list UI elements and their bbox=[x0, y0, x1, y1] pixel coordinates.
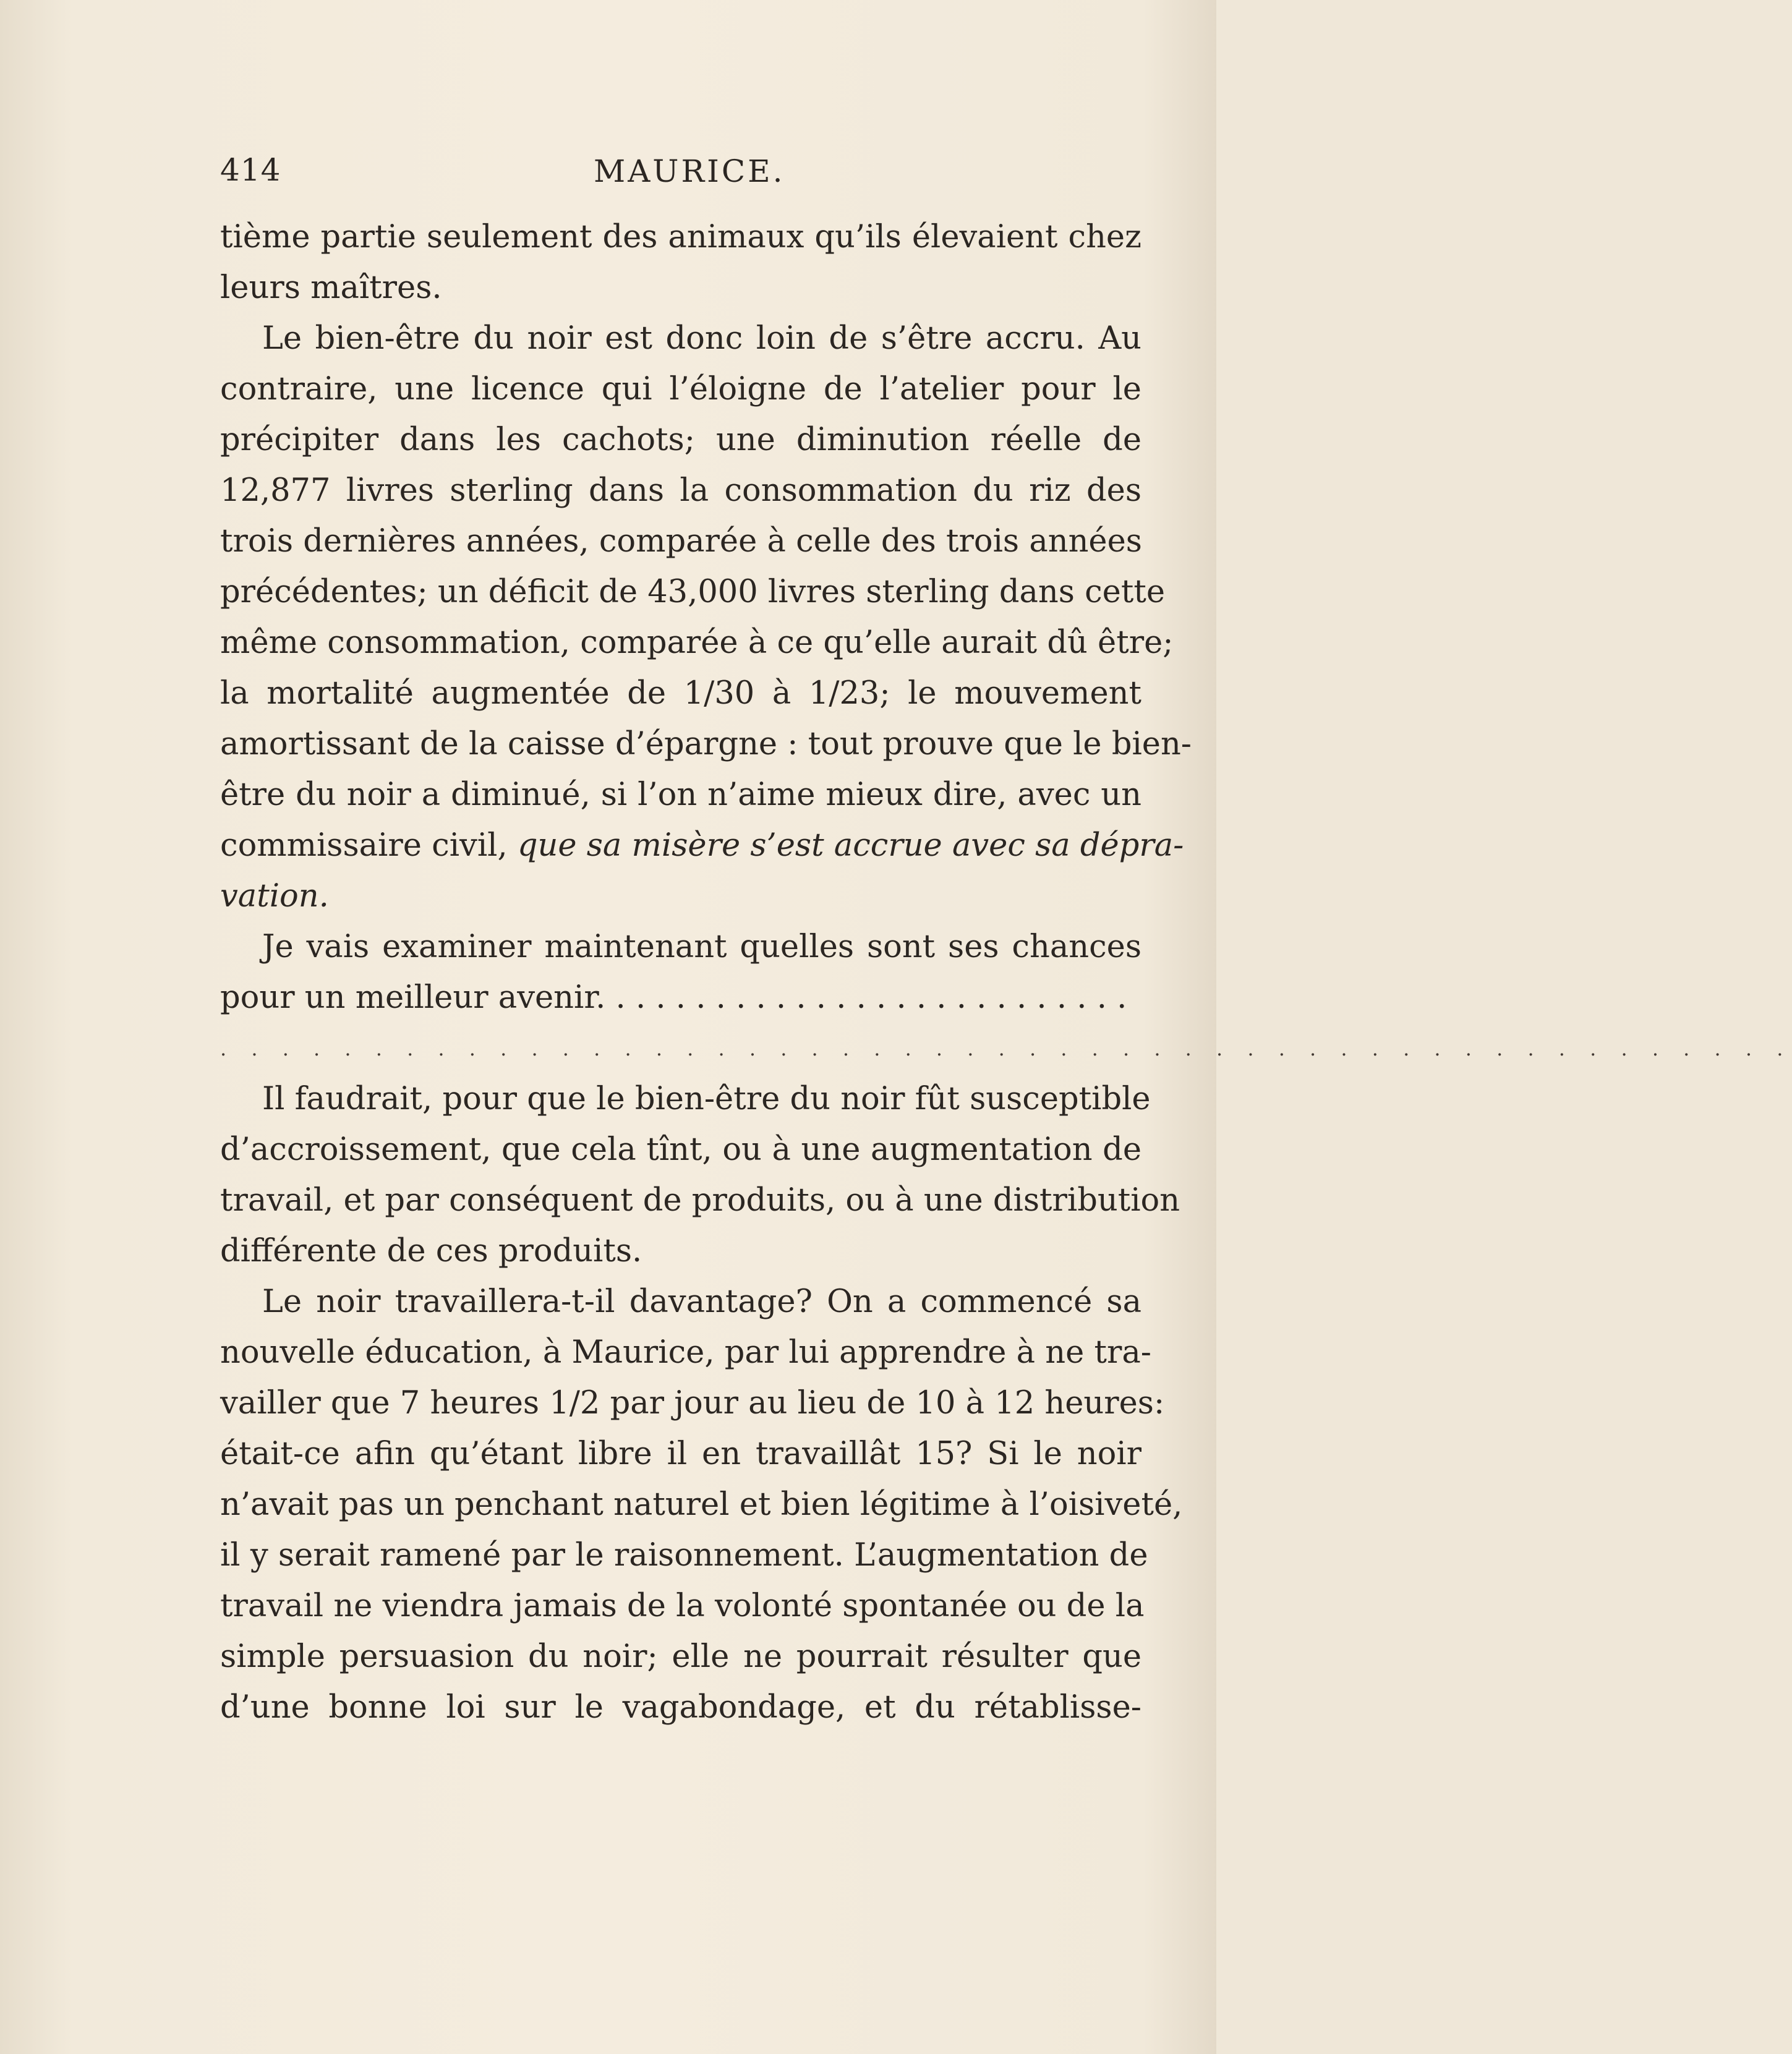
ellipsis-rule: . . . . . . . . . . . . . . . . . . . . . . . . . . . . . . . . . . . . . . . . . . . . . . . . . . . bbox=[220, 1037, 1792, 1060]
text-line: amortissant de la caisse d’épargne : tout prouve que le bien- bbox=[220, 726, 1192, 762]
italic-quote-end: vation. bbox=[220, 878, 329, 914]
text-line: d’accroissement, que cela tînt, ou à une augmentation de bbox=[220, 1131, 1141, 1168]
text-line: il y serait ramené par le raisonnement. L’augmentation de bbox=[220, 1537, 1148, 1574]
text-line: leurs maîtres. bbox=[220, 270, 442, 306]
paragraph-start-line: Je vais examiner maintenant quelles sont ses chances bbox=[262, 929, 1141, 965]
text-line: nouvelle éducation, à Maurice, par lui apprendre à ne tra- bbox=[220, 1334, 1151, 1371]
text-line: travail, et par conséquent de produits, ou à une distribution bbox=[220, 1182, 1180, 1219]
text-line: était-ce afin qu’étant libre il en travaillât 15? Si le noir bbox=[220, 1436, 1141, 1472]
text-line: d’une bonne loi sur le vagabondage, et du rétablisse- bbox=[220, 1689, 1141, 1726]
text-line: 12,877 livres sterling dans la consommation du riz des bbox=[220, 472, 1141, 509]
text-line: travail ne viendra jamais de la volonté spontanée ou de la bbox=[220, 1588, 1145, 1624]
italic-quote-line bbox=[220, 820, 1184, 871]
text-line: pour un meilleur avenir. . . . . . . . . . . . . . . . . . . . . . . . . . . bbox=[220, 979, 1127, 1016]
text-line: être du noir a diminué, si l’on n’aime mieux dire, avec un bbox=[220, 777, 1141, 813]
text-line: la mortalité augmentée de 1/30 à 1/23; le mouvement bbox=[220, 675, 1141, 712]
paragraph-start-line: Le noir travaillera-t-il davantage? On a commencé sa bbox=[262, 1284, 1141, 1320]
body-text bbox=[220, 212, 1792, 1733]
italic-quote: que sa misère s’est accrue avec sa dépra- bbox=[517, 827, 1184, 864]
text-line: tième partie seulement des animaux qu’ils élevaient chez bbox=[220, 219, 1141, 255]
paragraph-start-line: Il faudrait, pour que le bien-être du noir fût susceptible bbox=[262, 1081, 1151, 1117]
text-line: différente de ces produits. bbox=[220, 1233, 642, 1269]
text-line: précédentes; un déficit de 43,000 livres sterling dans cette bbox=[220, 574, 1166, 610]
text-line: même consommation, comparée à ce qu’elle aurait dû être; bbox=[220, 624, 1174, 661]
running-title: MAURICE. bbox=[594, 153, 785, 189]
text-line: précipiter dans les cachots; une diminution réelle de bbox=[220, 422, 1141, 458]
text-line: contraire, une licence qui l’éloigne de l’atelier pour le bbox=[220, 371, 1141, 407]
italic-quote-end-line bbox=[220, 871, 1141, 922]
paragraph-start-line: Le bien-être du noir est donc loin de s’être accru. Au bbox=[262, 320, 1141, 357]
page-header bbox=[220, 152, 1148, 202]
text-line: n’avait pas un penchant naturel et bien légitime à l’oisiveté, bbox=[220, 1486, 1183, 1523]
page-number: 414 bbox=[220, 152, 281, 188]
text-line: simple persuasion du noir; elle ne pourrait résulter que bbox=[220, 1639, 1141, 1675]
text-fragment: commissaire civil, bbox=[220, 827, 518, 864]
text-line: vailler que 7 heures 1/2 par jour au lieu de 10 à 12 heures: bbox=[220, 1385, 1165, 1421]
text-line: trois dernières années, comparée à celle des trois années bbox=[220, 523, 1142, 560]
